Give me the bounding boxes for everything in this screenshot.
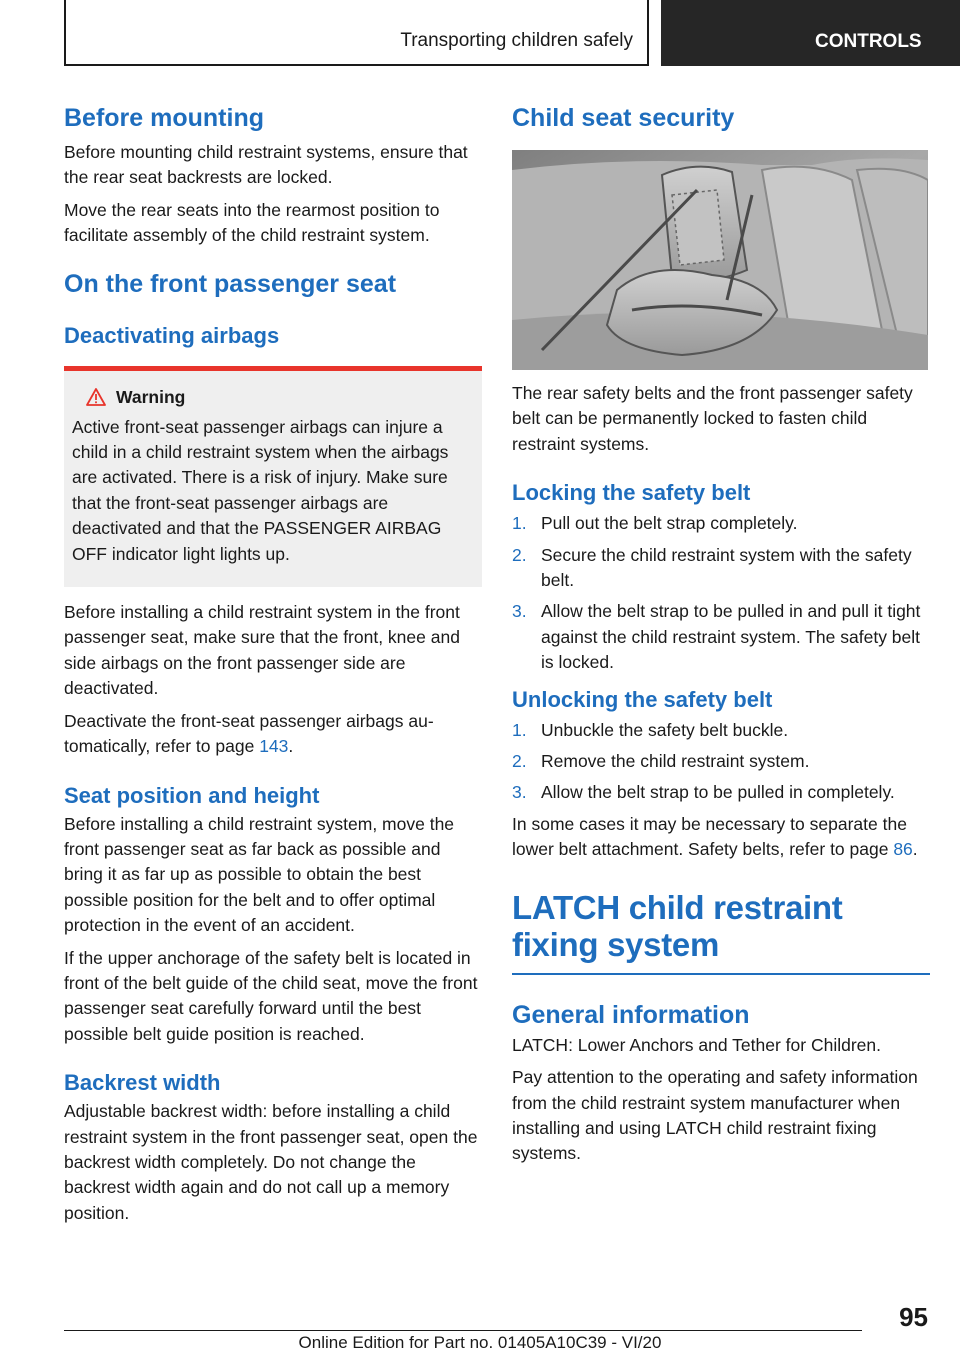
footer-edition: Online Edition for Part no. 01405A10C39 - VI/20 bbox=[298, 1333, 662, 1352]
general-p1: LATCH: Lower Anchors and Tether for Children. bbox=[512, 1034, 881, 1055]
seat-position-heading: Seat position and height bbox=[64, 782, 320, 808]
locking-step bbox=[512, 599, 930, 675]
before-mounting-p2: Move the rear seats into the rearmost position to facilitate assembly of the child restraint system. bbox=[64, 199, 440, 246]
latch-heading: LATCH child restraint fixing system bbox=[512, 888, 843, 963]
period: . bbox=[912, 839, 918, 860]
step-number: 3. bbox=[512, 782, 527, 803]
unlocking-step bbox=[512, 749, 930, 774]
child-seat-intro: The rear safety belts and the front passenger safety belt can be permanently locked to fasten child restraint systems. bbox=[512, 383, 913, 454]
warning-triangle-icon bbox=[86, 388, 106, 406]
unlocking-step bbox=[512, 718, 930, 743]
page-number: 95 bbox=[899, 1302, 928, 1332]
period: . bbox=[288, 736, 294, 757]
general-information-heading: General information bbox=[512, 1000, 750, 1029]
unlocking-steps bbox=[512, 718, 930, 806]
install-airbag-paragraph: Before installing a child restraint system in the front passenger seat, make sure that the front, knee and side airbags on the front passenger side are deactivated. bbox=[64, 602, 460, 699]
unlocking-step bbox=[512, 780, 930, 805]
backrest-width-p1: Adjustable backrest width: before installing a child restraint system in the front passenger seat, open the backrest width completely. Do not change the backrest width again and do not call up a memory position. bbox=[64, 1101, 478, 1223]
step-number: 1. bbox=[512, 719, 527, 740]
footer-rule bbox=[64, 1330, 862, 1331]
step-number: 2. bbox=[512, 751, 527, 772]
locking-step bbox=[512, 511, 930, 536]
locking-step bbox=[512, 543, 930, 594]
warning-box bbox=[64, 366, 482, 587]
before-mounting-heading: Before mounting bbox=[64, 104, 264, 132]
child-seat-illustration bbox=[512, 150, 928, 370]
step-number: 1. bbox=[512, 513, 527, 534]
step-number: 3. bbox=[512, 601, 527, 622]
header-section-box bbox=[64, 0, 649, 66]
seat-position-p2: If the upper anchorage of the safety belt is located in front of the belt guide of the child seat, move the front passenger seat carefully forward until the best possible belt guide position is reached. bbox=[64, 947, 478, 1044]
backrest-width-heading: Backrest width bbox=[64, 1070, 221, 1096]
warning-title-row bbox=[72, 385, 474, 409]
warning-text: Active front-seat passenger airbags can injure a child in a child restraint system when the airbags are activated. There is a risk of injury. Make sure that the front-seat passenger airbags are deactivated and that the PASSENGER AIRBAG OFF indicator light lights up. bbox=[72, 416, 449, 564]
locking-steps bbox=[512, 511, 930, 675]
deactivating-airbags-heading: Deactivating airbags bbox=[64, 322, 280, 348]
step-text: Remove the child restraint system. bbox=[541, 751, 810, 772]
step-text: Allow the belt strap to be pulled in and pull it tight against the child restraint system. The safety belt is locked. bbox=[541, 601, 921, 673]
seat-position-p1: Before installing a child restraint system, move the front passenger seat as far back as possible and bring it as far up as possible to obtain the best possible position for the belt and to offer optimal protection in the event of an accident. bbox=[64, 813, 455, 936]
chapter-title: CONTROLS bbox=[815, 31, 922, 52]
page-link-143[interactable]: 143 bbox=[259, 736, 289, 757]
separate-belt-paragraph bbox=[512, 812, 930, 863]
heading-rule bbox=[512, 973, 930, 975]
step-text: Secure the child restraint system with the safety belt. bbox=[541, 544, 912, 591]
warning-title: Warning bbox=[116, 386, 186, 407]
front-seat-heading: On the front passenger seat bbox=[64, 269, 397, 298]
step-text: Allow the belt strap to be pulled in completely. bbox=[541, 782, 895, 803]
separate-text: In some cases it may be necessary to separate the lower belt attachment. Safety belts, refer to page bbox=[512, 813, 907, 860]
child-seat-security-heading: Child seat security bbox=[512, 104, 735, 132]
deactivate-paragraph bbox=[64, 709, 482, 760]
deactivate-text: Deactivate the front-seat passenger airbags automatically, refer to page bbox=[64, 710, 434, 757]
step-number: 2. bbox=[512, 544, 527, 565]
general-p2: Pay attention to the operating and safety information from the child restraint system manufacturer when installing and using LATCH child restraint fixing systems. bbox=[512, 1067, 918, 1164]
header-chapter-box bbox=[661, 0, 960, 66]
step-text: Pull out the belt strap completely. bbox=[541, 513, 798, 534]
page-link-86[interactable]: 86 bbox=[893, 839, 913, 860]
before-mounting-p1: Before mounting child restraint systems, ensure that the rear seat backrests are locked. bbox=[64, 142, 468, 188]
section-title: Transporting children safely bbox=[400, 30, 633, 51]
left-column bbox=[64, 100, 482, 1226]
locking-heading: Locking the safety belt bbox=[512, 480, 751, 506]
unlocking-heading: Unlocking the safety belt bbox=[512, 686, 773, 712]
step-text: Unbuckle the safety belt buckle. bbox=[541, 719, 789, 740]
right-column bbox=[512, 100, 930, 1167]
